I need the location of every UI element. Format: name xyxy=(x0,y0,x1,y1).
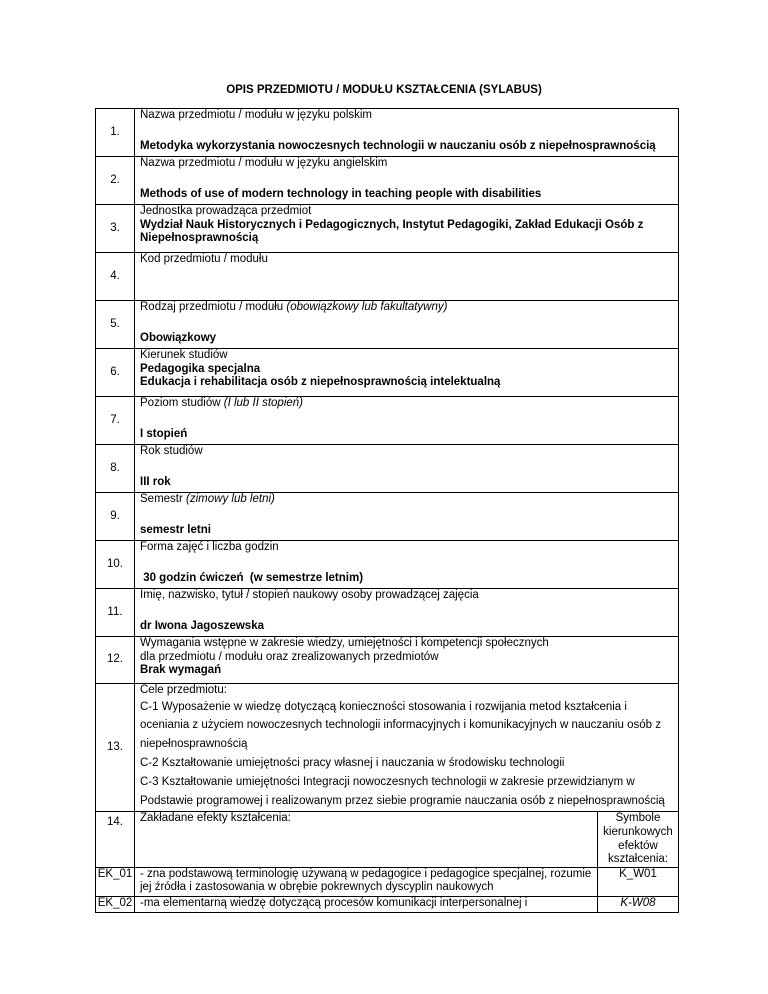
effect-text: - zna podstawową terminologię używaną w pedagogice i pedagogice specjalnej, rozumie jej źródła i zastosowania w obrębie pokrewnych dyscyplin naukowych xyxy=(135,867,598,896)
effect-row xyxy=(96,896,679,912)
field-value: III rok xyxy=(140,475,171,488)
row-10 xyxy=(96,541,679,589)
goal-item: C-3 Kształtowanie umiejętności Integracji nowoczesnych technologii w zakresie przewidzianym w Podstawie programowej i realizowanym przez siebie programie nauczania osób z niepełnosprawnością xyxy=(140,775,665,807)
effect-code: EK_01 xyxy=(96,867,135,896)
row-14 xyxy=(96,812,679,867)
row-content xyxy=(135,445,679,493)
effect-code: EK_02 xyxy=(96,896,135,912)
effect-symbol: K-W08 xyxy=(597,896,678,912)
field-value: semestr letni xyxy=(140,523,211,536)
field-label-continued: dla przedmiotu / modułu oraz zrealizowanych przedmiotów xyxy=(140,650,439,663)
row-content xyxy=(135,493,679,541)
field-label: Nazwa przedmiotu / modułu w języku angielskim xyxy=(140,157,388,169)
row-content xyxy=(135,109,679,157)
row-number: 5. xyxy=(96,301,135,349)
field-value: Methods of use of modern technology in teaching people with disabilities xyxy=(140,187,542,200)
row-content xyxy=(135,205,679,253)
document-title: OPIS PRZEDMIOTU / MODUŁU KSZTAŁCENIA (SYLABUS) xyxy=(226,84,542,96)
field-label: Cele przedmiotu: xyxy=(140,684,227,696)
field-label: Zakładane efekty kształcenia: xyxy=(140,812,291,825)
field-label-hint: (I lub II stopień) xyxy=(223,397,304,409)
row-12 xyxy=(96,637,679,684)
row-content xyxy=(135,637,679,684)
row-content xyxy=(135,684,679,812)
row-content xyxy=(135,253,679,301)
row-7 xyxy=(96,397,679,445)
row-number: 13. xyxy=(96,684,135,812)
effect-symbol: K_W01 xyxy=(597,867,678,896)
row-number: 2. xyxy=(96,157,135,205)
field-label-hint: (obowiązkowy lub fakultatywny) xyxy=(286,301,448,313)
field-value: Obowiązkowy xyxy=(140,331,217,344)
row-2 xyxy=(96,157,679,205)
field-value: I stopień xyxy=(140,427,188,440)
field-label: Poziom studiów xyxy=(140,397,221,409)
row-content xyxy=(135,589,679,637)
row-5 xyxy=(96,301,679,349)
field-label: Wymagania wstępne w zakresie wiedzy, umiejętności i kompetencji społecznych xyxy=(140,637,549,649)
field-value: Wydział Nauk Historycznych i Pedagogicznych, Instytut Pedagogiki, Zakład Edukacji Osób z Niepełnosprawnością xyxy=(140,218,644,245)
goal-item: C-2 Kształtowanie umiejętności pracy własnej i nauczania w środowisku technologii xyxy=(140,756,565,769)
field-label: Semestr xyxy=(140,493,183,505)
row-4 xyxy=(96,253,679,301)
row-content xyxy=(135,541,679,589)
row-3 xyxy=(96,205,679,253)
field-value: Pedagogika specjalna xyxy=(140,362,261,375)
field-label: Jednostka prowadząca przedmiot xyxy=(140,205,312,217)
field-label: Forma zajęć i liczba godzin xyxy=(140,541,279,553)
row-number: 6. xyxy=(96,349,135,397)
row-8 xyxy=(96,445,679,493)
row-number: 1. xyxy=(96,109,135,157)
row-number: 8. xyxy=(96,445,135,493)
effect-text: -ma elementarną wiedzę dotyczącą procesów komunikacji interpersonalnej i xyxy=(135,896,598,912)
row-content xyxy=(135,301,679,349)
goal-item: C-1 Wyposażenie w wiedzę dotyczącą konieczności stosowania i rozwijania metod kształcenia i oceniania z użyciem nowoczesnych technologii informacyjnych i komunikacyjnych w nauczaniu osób z niepełnosprawnością xyxy=(140,700,661,751)
row-13 xyxy=(96,684,679,812)
effect-row xyxy=(96,867,679,896)
row-number: 11. xyxy=(96,589,135,637)
row-content xyxy=(135,349,679,397)
row-content xyxy=(135,812,598,867)
row-6 xyxy=(96,349,679,397)
row-9 xyxy=(96,493,679,541)
row-1 xyxy=(96,109,679,157)
field-value-specialization: Edukacja i rehabilitacja osób z niepełnosprawnością intelektualną xyxy=(140,376,501,389)
field-label: Nazwa przedmiotu / modułu w języku polskim xyxy=(140,109,373,121)
row-number: 12. xyxy=(96,637,135,684)
field-label: Rodzaj przedmiotu / modułu xyxy=(140,301,284,313)
field-label: Rok studiów xyxy=(140,445,203,457)
row-number: 4. xyxy=(96,253,135,301)
symbols-header: Symbole kierunkowych efektów kształcenia: xyxy=(597,812,678,867)
row-number: 3. xyxy=(96,205,135,253)
field-label: Kod przedmiotu / modułu xyxy=(140,253,268,265)
row-number: 7. xyxy=(96,397,135,445)
syllabus-table xyxy=(95,108,679,913)
field-value: Brak wymagań xyxy=(140,664,222,677)
row-number: 9. xyxy=(96,493,135,541)
row-content xyxy=(135,397,679,445)
row-number: 10. xyxy=(96,541,135,589)
field-label: Kierunek studiów xyxy=(140,349,228,361)
row-11 xyxy=(96,589,679,637)
field-label-hint: (zimowy lub letni) xyxy=(186,493,275,505)
field-value: Metodyka wykorzystania nowoczesnych technologii w nauczaniu osób z niepełnosprawnością xyxy=(140,139,656,152)
field-value: 30 godzin ćwiczeń (w semestrze letnim) xyxy=(140,571,364,584)
row-content xyxy=(135,157,679,205)
field-label: Imię, nazwisko, tytuł / stopień naukowy osoby prowadzącej zajęcia xyxy=(140,589,479,601)
row-number: 14. xyxy=(96,812,135,867)
field-value: dr Iwona Jagoszewska xyxy=(140,619,264,632)
